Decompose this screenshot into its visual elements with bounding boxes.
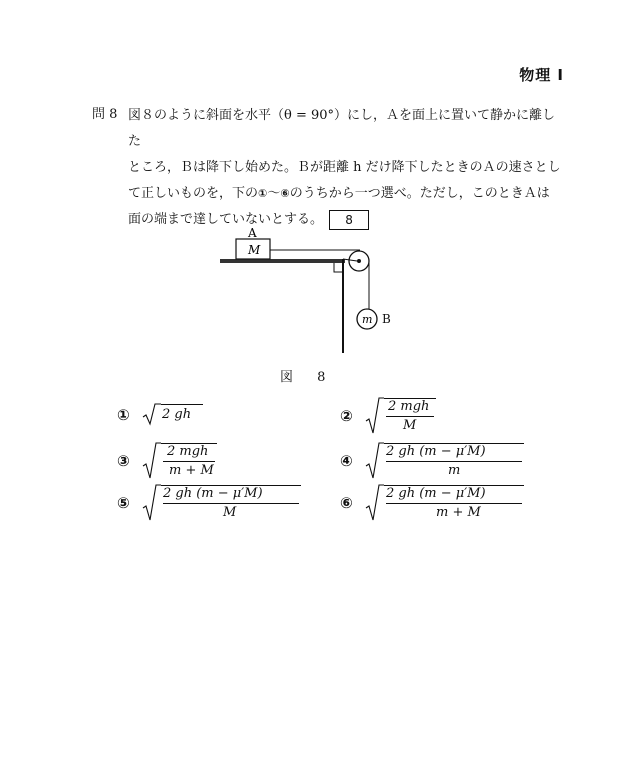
choice-4-denominator: m — [448, 463, 461, 478]
figure-caption: 図 8 — [280, 370, 336, 385]
surface — [220, 259, 345, 263]
choice-6-numerator: 2 gh (m − μ′M) — [386, 486, 486, 501]
choice-3-denominator: m + M — [169, 463, 214, 478]
choice-5[interactable] — [117, 483, 307, 523]
choice-5-numerator: 2 gh (m − μ′M) — [163, 486, 263, 501]
question-line-1: 図８のように斜面を水平（θ = 90°）にし，Ａを面上に置いて静かに離した — [128, 108, 556, 149]
range-end: ⑥ — [280, 187, 290, 200]
label-A: A — [248, 226, 257, 240]
sqrt-icon — [141, 441, 161, 481]
choice-3-numerator: 2 mgh — [167, 444, 209, 459]
sqrt-icon — [141, 402, 161, 428]
question-line-4a: 面の端まで達していないとする。 — [128, 212, 324, 227]
choice-5-number: ⑤ — [117, 494, 130, 512]
question-text — [128, 103, 568, 233]
choice-2[interactable] — [340, 396, 510, 436]
choice-6[interactable] — [340, 483, 530, 523]
choice-1[interactable] — [117, 402, 257, 428]
figure-8 — [210, 225, 373, 365]
right-angle-mark — [334, 263, 343, 272]
question-line-3 — [128, 181, 568, 207]
sqrt-icon — [364, 396, 384, 436]
subject-title: 物理 I — [519, 66, 564, 84]
pulley-axle — [357, 259, 361, 263]
question-line-2: ところ，Ｂは降下し始めた。Ｂが距離 h だけ降下したときのＡの速さとし — [128, 160, 561, 175]
choice-3-number: ③ — [117, 452, 130, 470]
question-line-3a: て正しいものを，下の — [128, 186, 259, 201]
question-label: 問 8 — [92, 107, 118, 122]
choice-2-denominator: M — [403, 418, 417, 433]
range-start: ① — [258, 187, 268, 200]
choice-6-denominator: m + M — [436, 505, 481, 520]
choice-4-number: ④ — [340, 452, 353, 470]
mass-A: M — [248, 243, 261, 257]
question-line-3b: のうちから一つ選べ。ただし，このときＡは — [289, 186, 550, 201]
sqrt-icon — [364, 483, 384, 523]
choice-1-expr: 2 gh — [162, 407, 192, 422]
choice-1-number: ① — [117, 406, 130, 424]
choice-2-number: ② — [340, 407, 353, 425]
figure-diagram — [210, 225, 373, 365]
range-sep: 〜 — [267, 186, 281, 201]
label-B: B — [382, 312, 391, 326]
choice-4[interactable] — [340, 441, 530, 481]
mass-B: m — [362, 313, 373, 326]
sqrt-icon — [364, 441, 384, 481]
choice-2-numerator: 2 mgh — [388, 399, 430, 414]
choice-6-number: ⑥ — [340, 494, 353, 512]
sqrt-icon — [141, 483, 161, 523]
answer-box[interactable]: 8 — [329, 210, 369, 230]
choice-4-numerator: 2 gh (m − μ′M) — [386, 444, 486, 459]
choice-5-denominator: M — [223, 505, 237, 520]
choice-3[interactable] — [117, 441, 287, 481]
